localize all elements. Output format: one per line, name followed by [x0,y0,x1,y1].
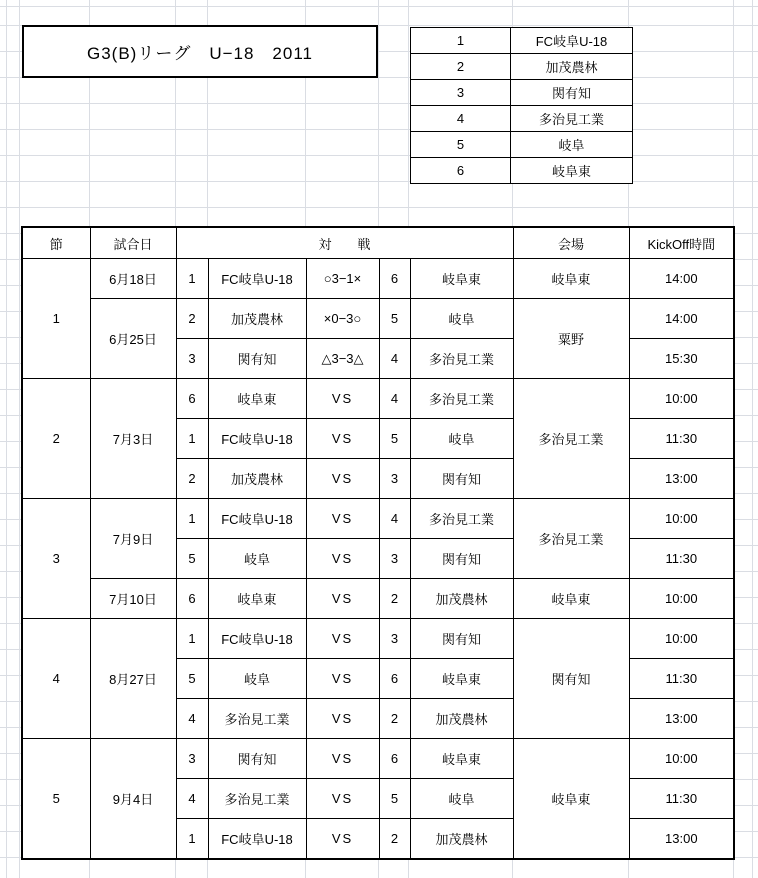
team-row [411,80,633,106]
date-cell[interactable]: 9月4日 [90,739,176,860]
team-no-cell[interactable]: 4 [379,339,410,379]
section-cell[interactable]: 1 [22,259,90,379]
team-no-cell[interactable]: 6 [379,739,410,779]
result-cell[interactable]: △3−3△ [306,339,379,379]
date-cell[interactable]: 8月27日 [90,619,176,739]
section-cell[interactable]: 3 [22,499,90,619]
team-name-cell[interactable]: 多治見工業 [410,379,513,419]
team-no-cell[interactable]: 4 [379,499,410,539]
team-no-cell[interactable]: 6 [176,579,208,619]
team-name-cell[interactable]: FC岐阜U-18 [208,819,306,860]
header-match[interactable]: 対 戦 [176,227,513,259]
schedule-row [22,379,734,419]
team-no-cell[interactable]: 3 [379,619,410,659]
team-no-cell[interactable]: 4 [176,699,208,739]
time-cell[interactable]: 11:30 [629,539,734,579]
time-cell[interactable]: 13:00 [629,459,734,499]
time-cell[interactable]: 10:00 [629,739,734,779]
team-name-cell[interactable]: 加茂農林 [208,459,306,499]
time-cell[interactable]: 13:00 [629,699,734,739]
date-cell[interactable]: 7月3日 [90,379,176,499]
time-cell[interactable]: 11:30 [629,659,734,699]
header-section[interactable]: 節 [22,227,90,259]
grid-line [0,6,758,7]
team-no-cell[interactable]: 6 [379,659,410,699]
schedule-row [22,579,734,619]
team-name-cell[interactable]: 岐阜 [511,132,633,158]
team-name-cell[interactable]: 多治見工業 [208,699,306,739]
venue-cell[interactable]: 岐阜東 [513,739,629,860]
team-no-cell[interactable]: 6 [176,379,208,419]
schedule-row [22,299,734,339]
team-no-cell[interactable]: 3 [411,80,511,106]
team-no-cell[interactable]: 6 [379,259,410,299]
team-row [411,132,633,158]
team-name-cell[interactable]: 多治見工業 [410,339,513,379]
time-cell[interactable]: 11:30 [629,779,734,819]
team-no-cell[interactable]: 5 [176,659,208,699]
team-no-cell[interactable]: 2 [379,699,410,739]
venue-cell[interactable]: 粟野 [513,299,629,379]
team-name-cell[interactable]: 岐阜 [410,299,513,339]
result-cell[interactable]: ×0−3○ [306,299,379,339]
team-no-cell[interactable]: 4 [411,106,511,132]
team-row [411,106,633,132]
team-no-cell[interactable]: 3 [176,339,208,379]
team-row [411,158,633,184]
venue-cell[interactable]: 多治見工業 [513,499,629,579]
team-name-cell[interactable]: 加茂農林 [208,299,306,339]
team-name-cell[interactable]: FC岐阜U-18 [208,619,306,659]
time-cell[interactable]: 14:00 [629,259,734,299]
date-cell[interactable]: 7月10日 [90,579,176,619]
schedule-row [22,619,734,659]
venue-cell[interactable]: 岐阜東 [513,579,629,619]
team-row [411,54,633,80]
team-no-cell[interactable]: 1 [176,419,208,459]
schedule-row [22,739,734,779]
team-name-cell[interactable]: 関有知 [208,739,306,779]
team-name-cell[interactable]: 多治見工業 [208,779,306,819]
team-no-cell[interactable]: 5 [411,132,511,158]
result-cell[interactable]: VS [306,659,379,699]
team-no-cell[interactable]: 3 [379,459,410,499]
team-name-cell[interactable]: 岐阜東 [511,158,633,184]
schedule-header-row [22,227,734,259]
team-no-cell[interactable]: 2 [379,579,410,619]
section-cell[interactable]: 2 [22,379,90,499]
team-no-cell[interactable]: 2 [176,459,208,499]
time-cell[interactable]: 10:00 [629,579,734,619]
team-name-cell[interactable]: 岐阜東 [410,259,513,299]
team-name-cell[interactable]: 岐阜東 [208,379,306,419]
team-name-cell[interactable]: FC岐阜U-18 [208,259,306,299]
grid-line [6,0,7,878]
venue-cell[interactable]: 多治見工業 [513,379,629,499]
section-cell[interactable]: 5 [22,739,90,860]
team-no-cell[interactable]: 3 [379,539,410,579]
date-cell[interactable]: 6月18日 [90,259,176,299]
team-row [411,28,633,54]
result-cell[interactable]: VS [306,779,379,819]
header-venue[interactable]: 会場 [513,227,629,259]
time-cell[interactable]: 11:30 [629,419,734,459]
schedule-table [21,226,735,860]
date-cell[interactable]: 6月25日 [90,299,176,379]
team-no-cell[interactable]: 4 [379,379,410,419]
time-cell[interactable]: 14:00 [629,299,734,339]
result-cell[interactable]: VS [306,539,379,579]
result-cell[interactable]: VS [306,379,379,419]
schedule-row [22,499,734,539]
team-no-cell[interactable]: 2 [411,54,511,80]
time-cell[interactable]: 10:00 [629,499,734,539]
team-name-cell[interactable]: 岐阜 [208,539,306,579]
team-name-cell[interactable]: 多治見工業 [410,499,513,539]
result-cell[interactable]: VS [306,419,379,459]
team-name-cell[interactable]: 加茂農林 [410,819,513,860]
team-name-cell[interactable]: 多治見工業 [511,106,633,132]
team-name-cell[interactable]: 岐阜 [410,419,513,459]
result-cell[interactable]: VS [306,739,379,779]
schedule-row [22,259,734,299]
team-no-cell[interactable]: 1 [176,619,208,659]
team-no-cell[interactable]: 1 [411,28,511,54]
result-cell[interactable]: VS [306,579,379,619]
time-cell[interactable]: 15:30 [629,339,734,379]
team-no-cell[interactable]: 2 [379,819,410,860]
team-name-cell[interactable]: 岐阜 [410,779,513,819]
team-name-cell[interactable]: FC岐阜U-18 [208,419,306,459]
result-cell[interactable]: VS [306,499,379,539]
team-name-cell[interactable]: 加茂農林 [410,699,513,739]
team-no-cell[interactable]: 1 [176,819,208,860]
team-name-cell[interactable]: 関有知 [410,539,513,579]
team-no-cell[interactable]: 5 [176,539,208,579]
time-cell[interactable]: 10:00 [629,619,734,659]
team-name-cell[interactable]: 岐阜 [208,659,306,699]
team-no-cell[interactable]: 6 [411,158,511,184]
team-name-cell[interactable]: 関有知 [511,80,633,106]
date-cell[interactable]: 7月9日 [90,499,176,579]
team-name-cell[interactable]: FC岐阜U-18 [511,28,633,54]
section-cell[interactable]: 4 [22,619,90,739]
result-cell[interactable]: ○3−1× [306,259,379,299]
team-name-cell[interactable]: 岐阜東 [410,659,513,699]
team-name-cell[interactable]: 関有知 [410,459,513,499]
team-no-cell[interactable]: 5 [379,779,410,819]
team-list-table [410,27,633,184]
time-cell[interactable]: 13:00 [629,819,734,860]
team-no-cell[interactable]: 2 [176,299,208,339]
team-no-cell[interactable]: 5 [379,419,410,459]
team-no-cell[interactable]: 5 [379,299,410,339]
header-kickoff[interactable]: KickOff時間 [629,227,734,259]
venue-cell[interactable]: 関有知 [513,619,629,739]
grid-line [752,0,753,878]
team-no-cell[interactable]: 1 [176,499,208,539]
result-cell[interactable]: VS [306,699,379,739]
result-cell[interactable]: VS [306,459,379,499]
team-name-cell[interactable]: 関有知 [410,619,513,659]
result-cell[interactable]: VS [306,819,379,860]
team-no-cell[interactable]: 1 [176,259,208,299]
page-title: G3(B)リーグ U−18 2011 [86,44,313,63]
header-date[interactable]: 試合日 [90,227,176,259]
team-name-cell[interactable]: 岐阜東 [410,739,513,779]
grid-line [19,0,20,878]
result-cell[interactable]: VS [306,619,379,659]
team-name-cell[interactable]: 加茂農林 [511,54,633,80]
team-name-cell[interactable]: FC岐阜U-18 [208,499,306,539]
team-name-cell[interactable]: 関有知 [208,339,306,379]
team-name-cell[interactable]: 岐阜東 [208,579,306,619]
team-name-cell[interactable]: 加茂農林 [410,579,513,619]
team-no-cell[interactable]: 4 [176,779,208,819]
time-cell[interactable]: 10:00 [629,379,734,419]
team-no-cell[interactable]: 3 [176,739,208,779]
title-box[interactable] [22,25,378,78]
venue-cell[interactable]: 岐阜東 [513,259,629,299]
